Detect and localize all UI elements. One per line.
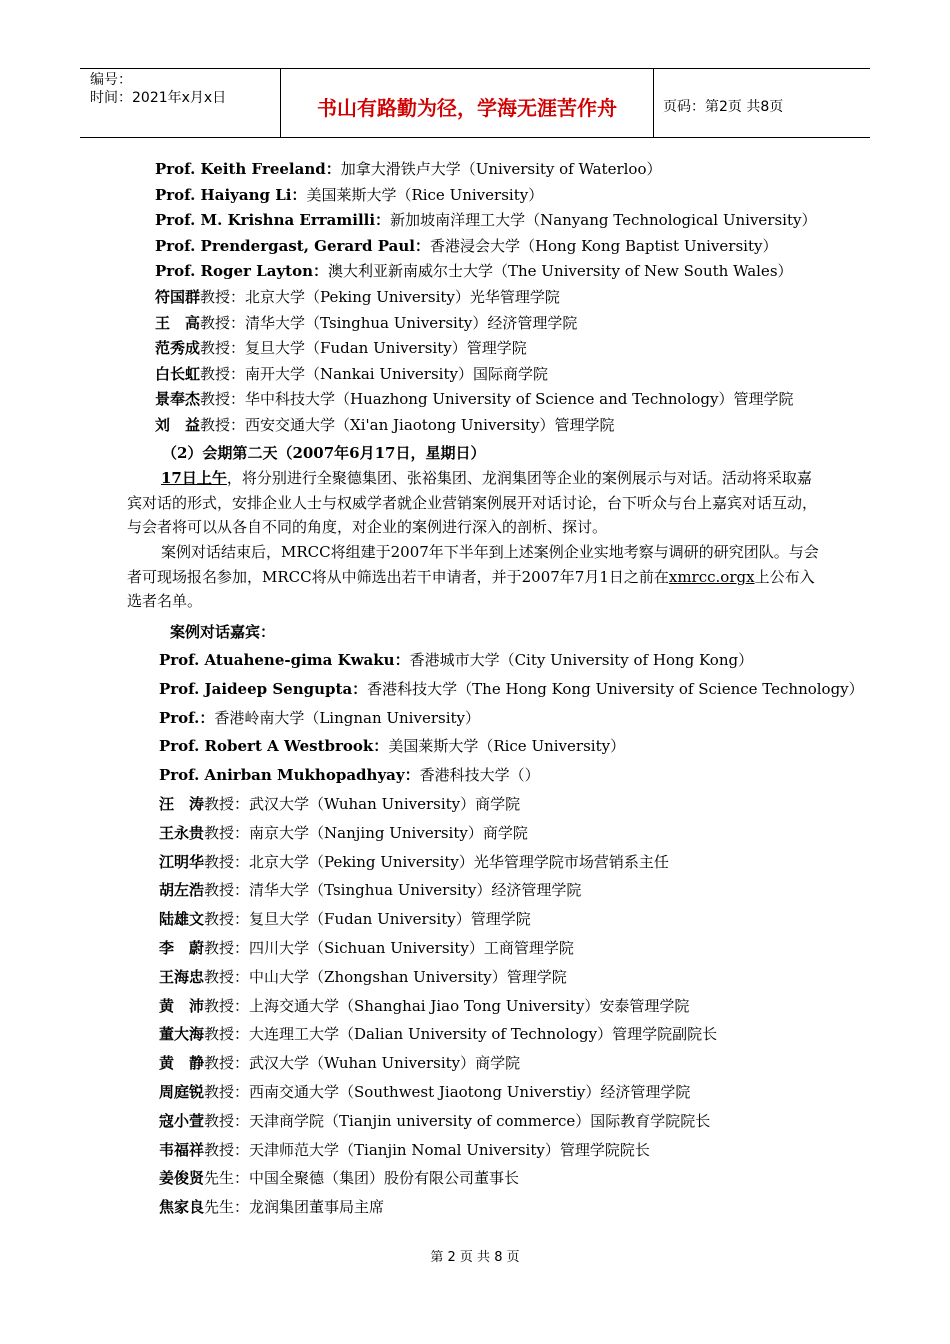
- guest-name: 周庭锐: [159, 1083, 205, 1101]
- guest-title: 教授：: [204, 996, 250, 1015]
- guest-name: 胡左浩: [159, 881, 205, 900]
- guest-title: 教授：: [204, 1025, 250, 1044]
- guest-name: 王海忠: [159, 967, 205, 986]
- guest-title: 教授：: [204, 795, 250, 813]
- guest-affiliation: 清华大学（Tsinghua University）经济管理学院: [249, 881, 582, 900]
- guest-name: 王 高: [155, 313, 201, 332]
- guest-name: 董大海: [159, 1025, 205, 1044]
- guest-affiliation: 南京大学（Nanjing University）商学院: [249, 823, 528, 842]
- guest-name: 寇小萱: [159, 1111, 205, 1130]
- guest-row: [159, 708, 480, 728]
- paragraph-activity: [127, 466, 823, 540]
- guest-row: [159, 1082, 690, 1102]
- guest-row: [159, 909, 531, 929]
- guest-name: 景奉杰: [155, 390, 201, 409]
- guest-title: 先生：: [204, 1198, 250, 1217]
- guest-title: 教授：: [200, 313, 246, 332]
- guest-row: [159, 1168, 519, 1188]
- guest-row: [159, 1024, 717, 1044]
- guest-row: [159, 1111, 710, 1131]
- guest-name: 韦福祥: [159, 1140, 205, 1159]
- guest-name: 白长虹: [155, 364, 201, 383]
- guest-affiliation: 美国莱斯大学（Rice University）: [388, 737, 626, 756]
- guest-affiliation: 龙润集团董事局主席: [249, 1198, 385, 1217]
- guest-title: 教授：: [200, 364, 246, 383]
- guest-name: 刘 益: [155, 416, 201, 434]
- day2-heading: （2）会期第二天（2007年6月17日，星期日）: [162, 444, 486, 462]
- guest-affiliation: 西南交通大学（Southwest Jiaotong Universtiy）经济管理学院: [249, 1083, 691, 1101]
- guest-row: [155, 159, 661, 179]
- guest-row: [155, 185, 543, 205]
- date-highlight: 17日上午: [161, 469, 227, 487]
- guest-row: [155, 389, 794, 409]
- guest-row: [155, 364, 548, 384]
- guest-row: [155, 287, 560, 307]
- guest-title: 教授：: [204, 967, 250, 986]
- guest-title: 教授：: [200, 390, 246, 409]
- guest-name: 范秀成: [155, 339, 201, 358]
- guest-name: 黄 沛: [159, 996, 205, 1015]
- guest-affiliation: 新加坡南洋理工大学（Nanyang Technological University）: [390, 211, 817, 230]
- guest-affiliation: 美国莱斯大学（Rice University）: [306, 185, 544, 204]
- guest-name: Prof. Robert A Westbrook：: [159, 737, 389, 756]
- guest-affiliation: 香港浸会大学（Hong Kong Baptist University）: [429, 236, 778, 255]
- guest-title: 教授：: [204, 1054, 250, 1073]
- guest-affiliation: 北京大学（Peking University）光华管理学院市场营销系主任: [249, 852, 669, 871]
- guest-row: [159, 1140, 650, 1160]
- guest-title: 教授：: [204, 1083, 250, 1101]
- guest-title: 教授：: [200, 416, 246, 434]
- guest-name: Prof.：: [159, 708, 215, 727]
- guest-title: 教授：: [204, 852, 250, 871]
- guest-name: Prof. Atuahene-gima Kwaku：: [159, 651, 410, 669]
- website-link[interactable]: xmrcc.orgx: [668, 567, 755, 586]
- guest-title: 教授：: [204, 1140, 250, 1159]
- guest-name: 符国群: [155, 288, 201, 306]
- case-guests-heading: 案例对话嘉宾：: [170, 623, 276, 641]
- guest-affiliation: 澳大利亚新南威尔士大学（The University of New South Wales）: [328, 262, 793, 281]
- header-page-label: 页码：第2页 共8页: [663, 99, 784, 115]
- guest-affiliation: 中山大学（Zhongshan University）管理学院: [249, 967, 567, 986]
- guest-row: [159, 650, 753, 670]
- guest-row: [155, 338, 527, 358]
- guest-affiliation: 西安交通大学（Xi'an Jiaotong University）管理学院: [245, 416, 615, 434]
- guest-row: [159, 880, 581, 900]
- guest-affiliation: 加拿大滑铁卢大学（University of Waterloo）: [340, 160, 662, 178]
- guest-row: [155, 236, 777, 256]
- guest-row: [159, 1197, 384, 1217]
- guest-name: Prof. Anirban Mukhopadhyay：: [159, 766, 420, 785]
- guest-name: Prof. Haiyang Li：: [155, 185, 307, 204]
- guest-name: 汪 涛: [159, 795, 205, 813]
- guest-row: [159, 765, 540, 785]
- paragraph-research-end: 上公布入选者名单。: [127, 567, 815, 610]
- guest-row: [155, 210, 816, 230]
- guest-row: [159, 679, 864, 699]
- guest-affiliation: 武汉大学（Wuhan University）商学院: [249, 1054, 521, 1073]
- guest-name: 江明华: [159, 852, 205, 871]
- guest-affiliation: 南开大学（Nankai University）国际商学院: [245, 364, 548, 383]
- page-header: [80, 68, 870, 138]
- header-meta: [80, 69, 280, 137]
- guest-title: 教授：: [200, 339, 246, 358]
- guest-name: 焦家良: [159, 1198, 205, 1217]
- guest-row: [159, 996, 689, 1016]
- guest-row: [159, 1053, 520, 1073]
- guest-row: [159, 794, 520, 814]
- guest-affiliation: 清华大学（Tsinghua University）经济管理学院: [245, 313, 578, 332]
- paragraph-research-text: 案例对话结束后，MRCC将组建于2007年下半年到上述案例企业实地考察与调研的研究团队。与会者可现场报名参加，MRCC将从中筛选出若干申请者，并于2007年7月1日之前在: [127, 543, 819, 586]
- guest-name: 李 蔚: [159, 939, 205, 957]
- guest-title: 教授：: [200, 288, 246, 306]
- guest-row: [155, 415, 615, 435]
- guest-affiliation: 香港城市大学（City University of Hong Kong）: [409, 651, 754, 669]
- guest-title: 教授：: [204, 910, 250, 929]
- guest-row: [159, 967, 567, 987]
- guest-row: [155, 261, 793, 281]
- guest-name: Prof. Jaideep Sengupta：: [159, 679, 368, 698]
- guest-affiliation: 天津商学院（Tianjin university of commerce）国际教育学院院长: [249, 1111, 711, 1130]
- guest-affiliation: 大连理工大学（Dalian University of Technology）管理学院副院长: [249, 1025, 718, 1044]
- guest-name: Prof. Roger Layton：: [155, 262, 328, 281]
- guest-affiliation: 武汉大学（Wuhan University）商学院: [249, 795, 521, 813]
- guest-row: [155, 313, 577, 333]
- guest-title: 教授：: [204, 939, 250, 957]
- guest-title: 教授：: [204, 1111, 250, 1130]
- guest-name: 姜俊贤: [159, 1169, 205, 1188]
- paragraph-research: [127, 540, 823, 614]
- guest-affiliation: 香港科技大学（）: [419, 766, 540, 785]
- time-label: 时间：2021年x月x日: [90, 90, 227, 106]
- guest-affiliation: 复旦大学（Fudan University）管理学院: [245, 339, 527, 358]
- guest-affiliation: 北京大学（Peking University）光华管理学院: [245, 288, 560, 306]
- guest-affiliation: 华中科技大学（Huazhong University of Science and Technology）管理学院: [245, 390, 794, 409]
- guest-row: [159, 823, 528, 843]
- guest-name: Prof. Prendergast, Gerard Paul：: [155, 236, 430, 255]
- guest-affiliation: 上海交通大学（Shanghai Jiao Tong University）安泰管理学院: [249, 996, 690, 1015]
- number-label: 编号：: [90, 72, 132, 88]
- guest-name: Prof. M. Krishna Erramilli：: [155, 211, 391, 230]
- guest-title: 先生：: [204, 1169, 250, 1188]
- guest-row: [159, 938, 574, 958]
- guest-row: [159, 852, 669, 872]
- page-footer: 第 2 页 共 8 页: [430, 1250, 520, 1265]
- guest-affiliation: 香港岭南大学（Lingnan University）: [214, 708, 481, 727]
- guest-affiliation: 四川大学（Sichuan University）工商管理学院: [249, 939, 574, 957]
- guest-affiliation: 香港科技大学（The Hong Kong University of Science Technology）: [367, 679, 864, 698]
- paragraph-activity-text: ，将分别进行全聚德集团、张裕集团、龙润集团等企业的案例展示与对话。活动将采取嘉宾对话的形式，安排企业人士与权威学者就企业营销案例展开对话讨论，台下听众与台上嘉宾对话互动，与会者将可以从各自不同的角度，对企业的案例进行深入的剖析、探讨。: [127, 469, 818, 536]
- guest-name: 陆雄文: [159, 910, 205, 929]
- guest-affiliation: 中国全聚德（集团）股份有限公司董事长: [249, 1169, 520, 1188]
- guest-affiliation: 天津师范大学（Tianjin Nomal University）管理学院院长: [249, 1140, 650, 1159]
- guest-affiliation: 复旦大学（Fudan University）管理学院: [249, 910, 531, 929]
- guest-row: [159, 736, 625, 756]
- guest-name: 黄 静: [159, 1054, 205, 1073]
- header-motto: 书山有路勤为径，学海无涯苦作舟: [280, 69, 654, 137]
- guest-name: Prof. Keith Freeland：: [155, 160, 341, 178]
- guest-title: 教授：: [204, 823, 250, 842]
- guest-title: 教授：: [204, 881, 250, 900]
- guest-name: 王永贵: [159, 823, 205, 842]
